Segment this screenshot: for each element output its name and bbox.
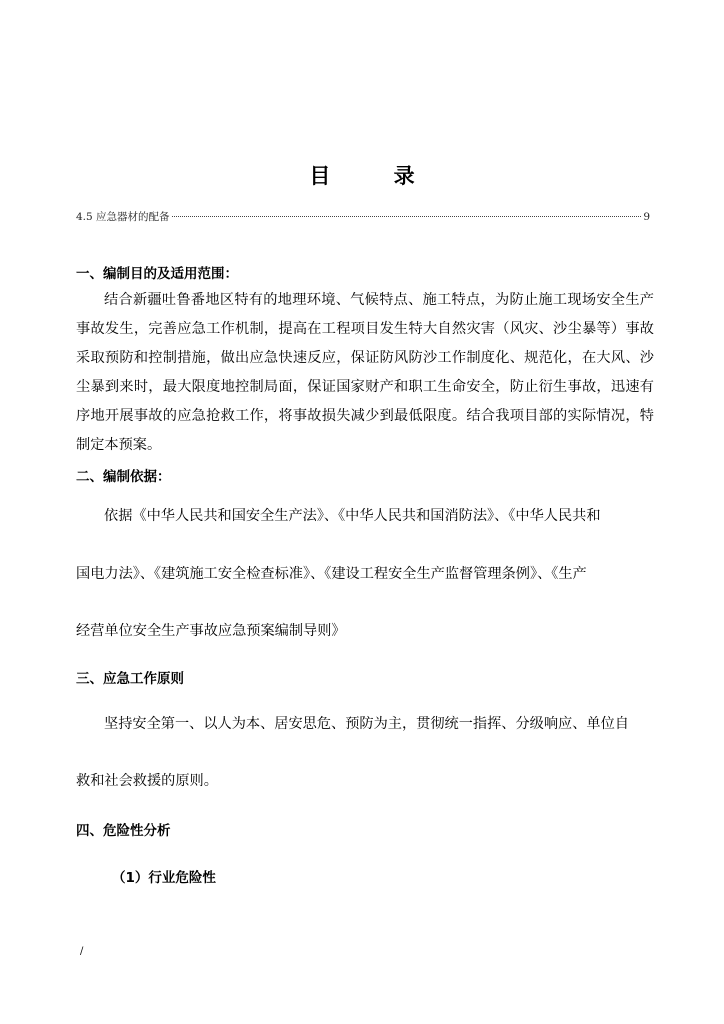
section1-heading: 一、编制目的及适用范围：: [76, 266, 238, 282]
section4-subheading: （1）行业危险性: [112, 870, 216, 886]
section3-line-2: 救和社会救援的原则。: [76, 773, 218, 789]
page-footer: /: [80, 946, 84, 957]
section3-line-1: 坚持安全第一、以人为本、居安思危、预防为主，贯彻统一指挥、分级响应、单位自: [104, 716, 629, 732]
section2-line-1: 依据《中华人民共和国安全生产法》、《中华人民共和国消防法》、《中华人民共和: [104, 508, 601, 524]
section4-heading: 四、危险性分析: [76, 823, 171, 839]
section2-heading: 二、编制依据：: [76, 469, 171, 485]
toc-entry-label: 4.5 应急器材的配备: [76, 211, 170, 223]
toc-entry[interactable]: [76, 209, 650, 224]
section3-heading: 三、应急工作原则: [76, 671, 184, 687]
toc-entry-page: 9: [643, 211, 650, 223]
section2-line-2: 国电力法》、《建筑施工安全检查标准》、《建设工程安全生产监督管理条例》、《生产: [76, 566, 587, 582]
section2-line-3: 经营单位安全生产事故应急预案编制导则》: [76, 623, 346, 639]
page-title: 目 录: [309, 164, 443, 188]
section1-paragraph: 结合新疆吐鲁番地区特有的地理环境、气候特点、施工特点，为防止施工现场安全生产事故发生，完善应急工作机制，提高在工程项目发生特大自然灾害（风灾、沙尘暴等）事故采取预防和控制措施，做出应急快速反应，保证防风防沙工作制度化、规范化，在大风、沙尘暴到来时，最大限度地控制局面，保证国家财产和职工生命安全，防止衍生事故，迅速有序地开展事故的应急抢救工作，将事故损失减少到最低限度。结合我项目部的实际情况，特制定本预案。: [76, 292, 654, 453]
toc-leader-dots: [172, 216, 642, 217]
